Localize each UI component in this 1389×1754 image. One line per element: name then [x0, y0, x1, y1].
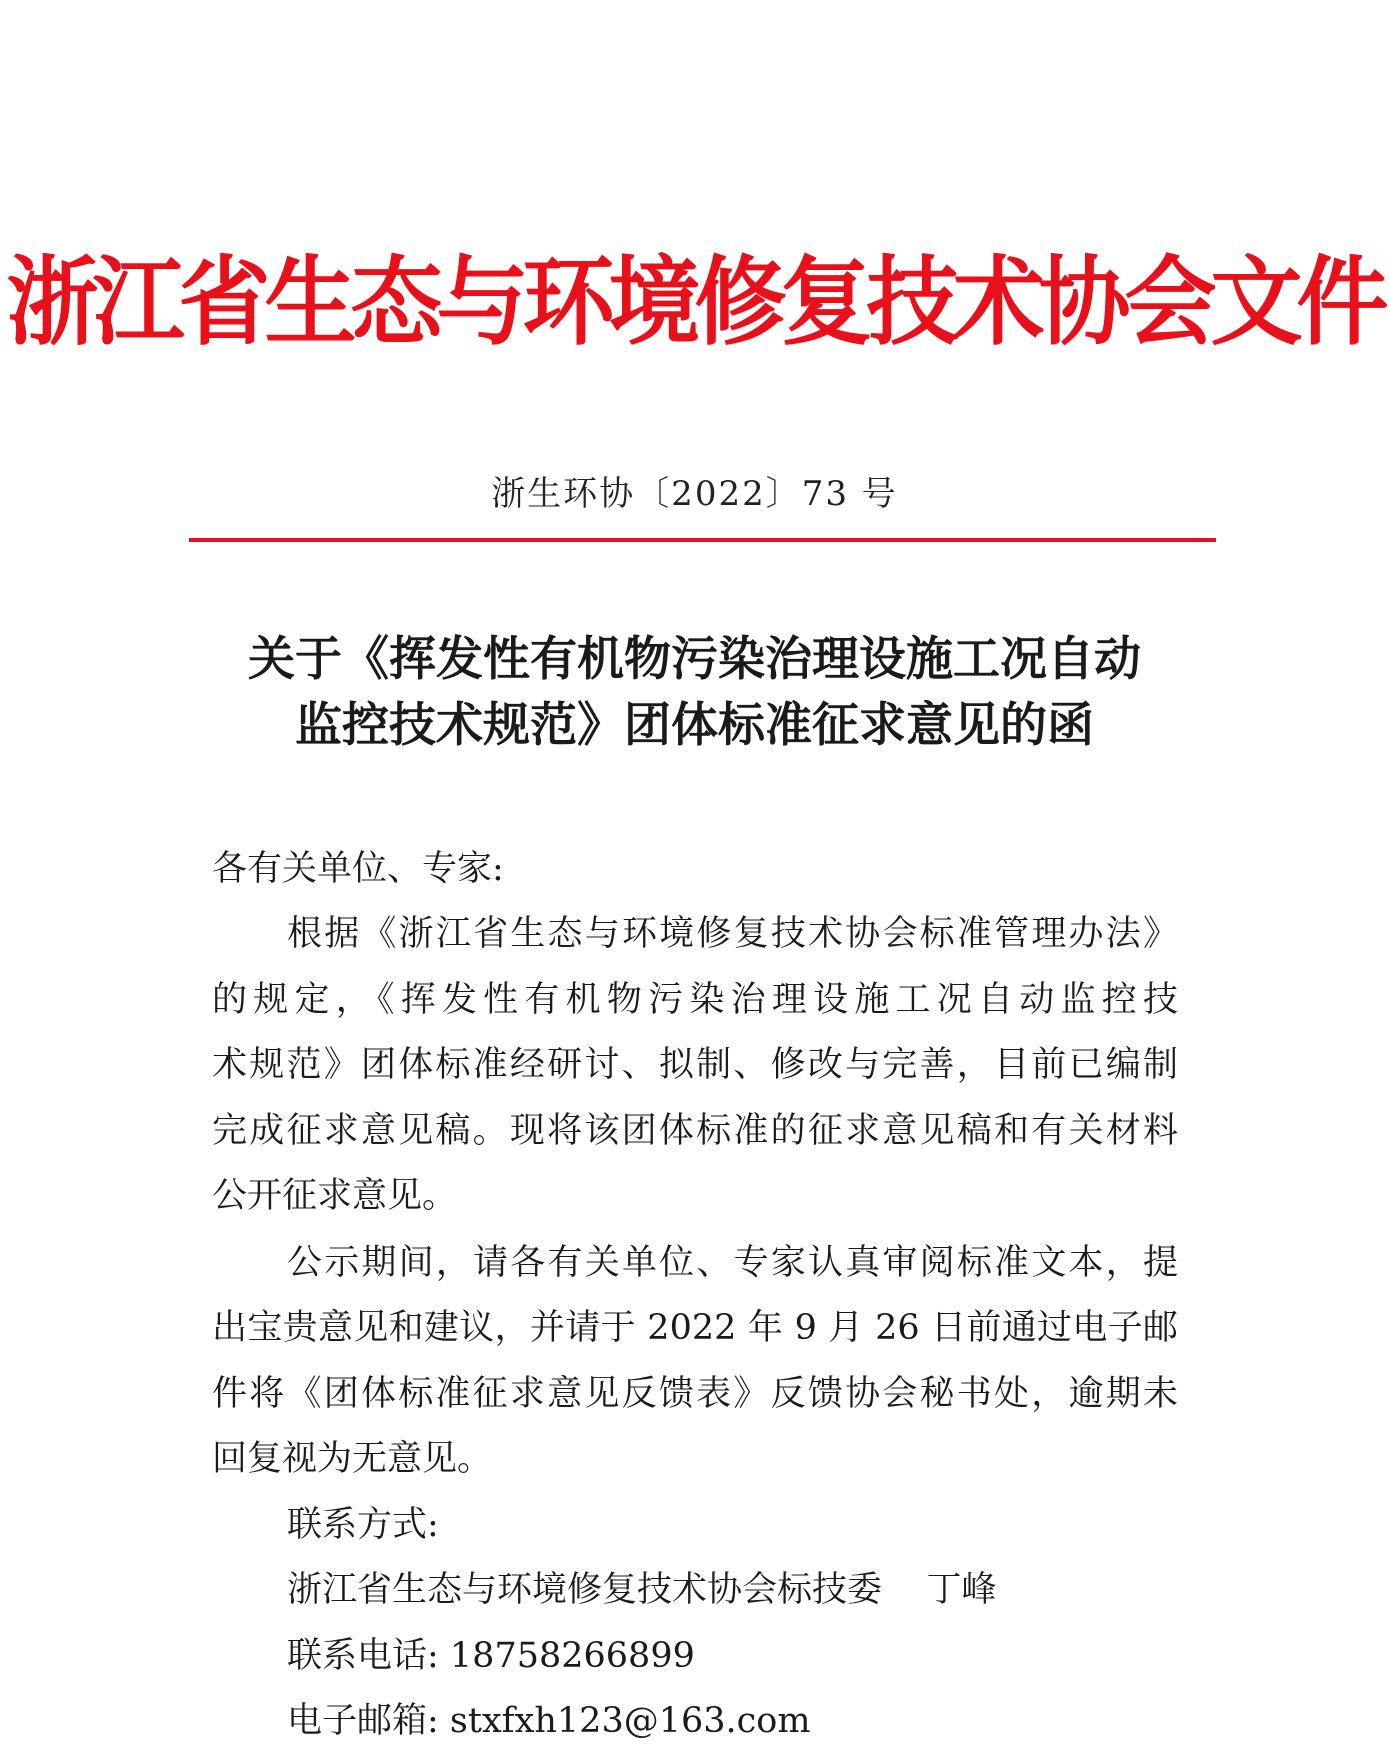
contact-heading: 联系方式:	[287, 1505, 439, 1545]
contact-phone: 联系电话: 18758266899	[287, 1636, 695, 1676]
paragraph-1-line-5: 公开征求意见。	[212, 1176, 458, 1216]
contact-email: 电子邮箱: stxfxh123@163.com	[287, 1701, 811, 1741]
paragraph-1-line-4: 完成征求意见稿。现将该团体标准的征求意见稿和有关材料	[212, 1111, 1178, 1151]
org-header-title: 浙江省生态与环境修复技术协会文件	[6, 246, 1383, 359]
contact-org-person: 浙江省生态与环境修复技术协会标技委 丁峰	[287, 1570, 997, 1610]
paragraph-2-line-1: 公示期间，请各有关单位、专家认真审阅标准文本，提	[287, 1243, 1178, 1283]
paragraph-1-line-3: 术规范》团体标准经研讨、拟制、修改与完善，目前已编制	[212, 1045, 1178, 1085]
paragraph-2-line-2: 出宝贵意见和建议，并请于 2022 年 9 月 26 日前通过电子邮	[212, 1308, 1178, 1348]
document-title-line-2: 监控技术规范》团体标准征求意见的函	[295, 698, 1094, 753]
paragraph-1-line-1: 根据《浙江省生态与环境修复技术协会标准管理办法》	[287, 914, 1178, 954]
paragraph-2-line-4: 回复视为无意见。	[212, 1439, 493, 1479]
red-divider-line	[189, 538, 1216, 542]
document-title-line-1: 关于《挥发性有机物污染治理设施工况自动	[248, 632, 1141, 687]
document-number: 浙生环协〔2022〕73 号	[491, 474, 898, 514]
paragraph-1-line-2: 的规定，《挥发性有机物污染治理设施工况自动监控技	[212, 980, 1178, 1020]
paragraph-2-line-3: 件将《团体标准征求意见反馈表》反馈协会秘书处，逾期未	[212, 1374, 1178, 1414]
salutation: 各有关单位、专家:	[212, 849, 504, 889]
